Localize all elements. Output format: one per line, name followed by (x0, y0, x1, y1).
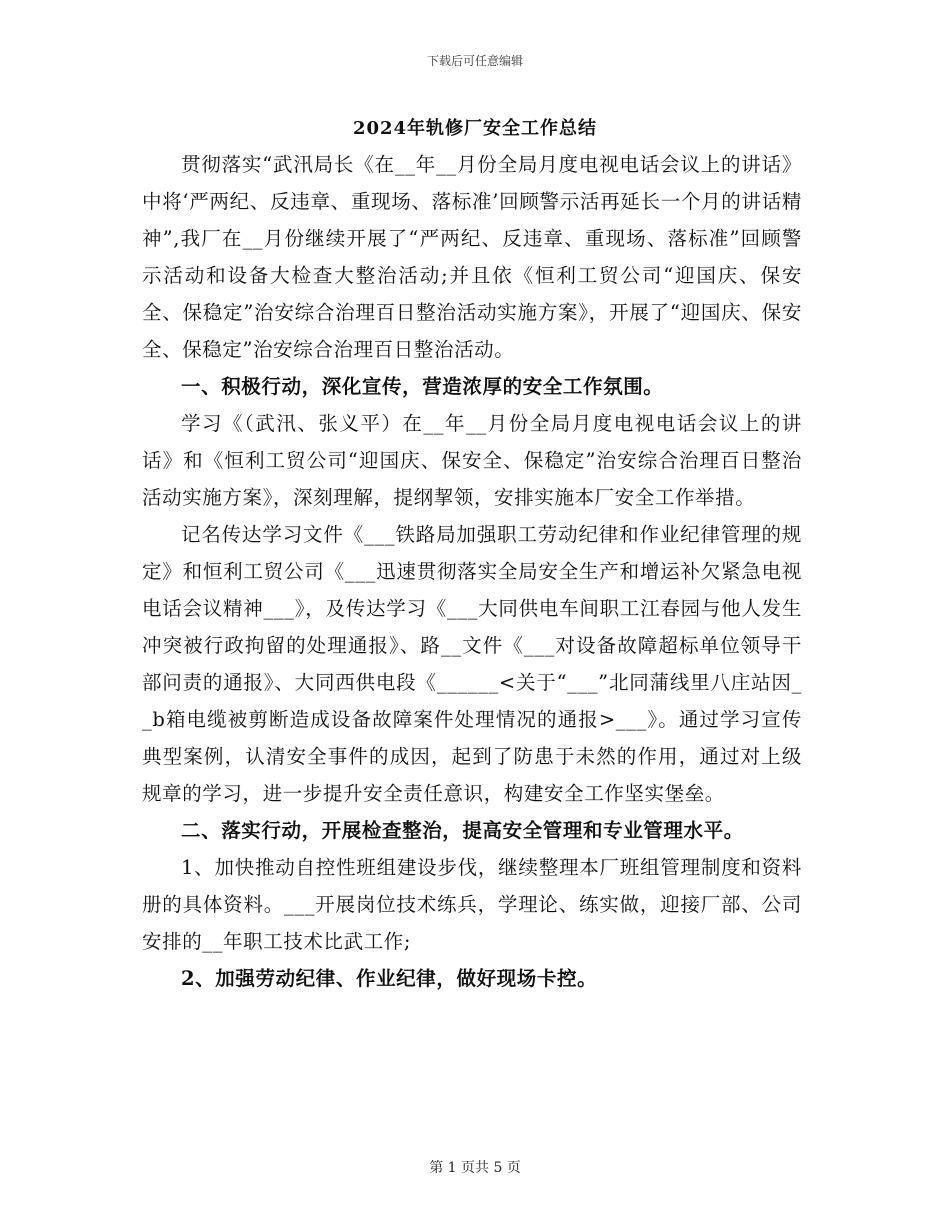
paragraph-documents: 记名传达学习文件《___铁路局加强职工劳动纪律和作业纪律管理的规定》和恒利工贸公司《___迅速贯彻落实全局安全生产和增运补欠紧急电视电话会议精神___》，及传达学习《___大同供电车间职工江春园与他人发生冲突被行政拘留的处理通报》、路__文件《___对设备故障超标单位领导干部问责的通报》、大同西供电段《______<关于“___”北同蒲线里八庄站因__b箱电缆被剪断造成设备故障案件处理情况的通报>___》。通过学习宣传典型案例，认清安全事件的成因，起到了防患于未然的作用，通过对上级规章的学习，进一步提升安全责任意识，构建安全工作坚实堡垒。 (142, 523, 802, 805)
paragraph-intro: 贯彻落实“武汛局长《在__年__月份全局月度电视电话会议上的讲话》中将‘严两纪、反违章、重现场、落标准’回顾警示活再延长一个月的讲话精神”,我厂在__月份继续开展了“严两纪、反违章、重现场、落标准”回顾警示活动和设备大检查大整治活动;并且依《恒利工贸公司“迎国庆、保安全、保稳定”治安综合治理百日整治活动实施方案》，开展了“迎国庆、保安全、保稳定”治安综合治理百日整治活动。 (142, 153, 802, 361)
header-note: 下载后可任意编辑 (426, 54, 523, 68)
paragraph-study: 学习《（武汛、张义平）在__年__月份全局月度电视电话会议上的讲话》和《恒利工贸公司“迎国庆、保安全、保稳定”治安综合治理百日整治活动实施方案》，深刻理解，提纲挈领，安排实施本厂安全工作举措。 (142, 412, 802, 509)
section-heading-1: 一、积极行动，深化宣传，营造浓厚的安全工作氛围。 (181, 375, 664, 398)
document-body (142, 146, 802, 997)
paragraph-item-1: 1、加快推动自控性班组建设步伐，继续整理本厂班组管理制度和资料册的具体资料。___开展岗位技术练兵，学理论、练实做，迎接厂部、公司安排的__年职工技术比武工作; (142, 856, 802, 953)
section-heading-2: 二、落实行动，开展检查整治，提高安全管理和专业管理水平。 (181, 819, 744, 842)
document-title: 2024年轨修厂安全工作总结 (352, 118, 598, 139)
paragraph-item-2-heading: 2、加强劳动纪律、作业纪律，做好现场卡控。 (181, 967, 598, 990)
page-number: 第 1 页共 5 页 (429, 1160, 521, 1176)
